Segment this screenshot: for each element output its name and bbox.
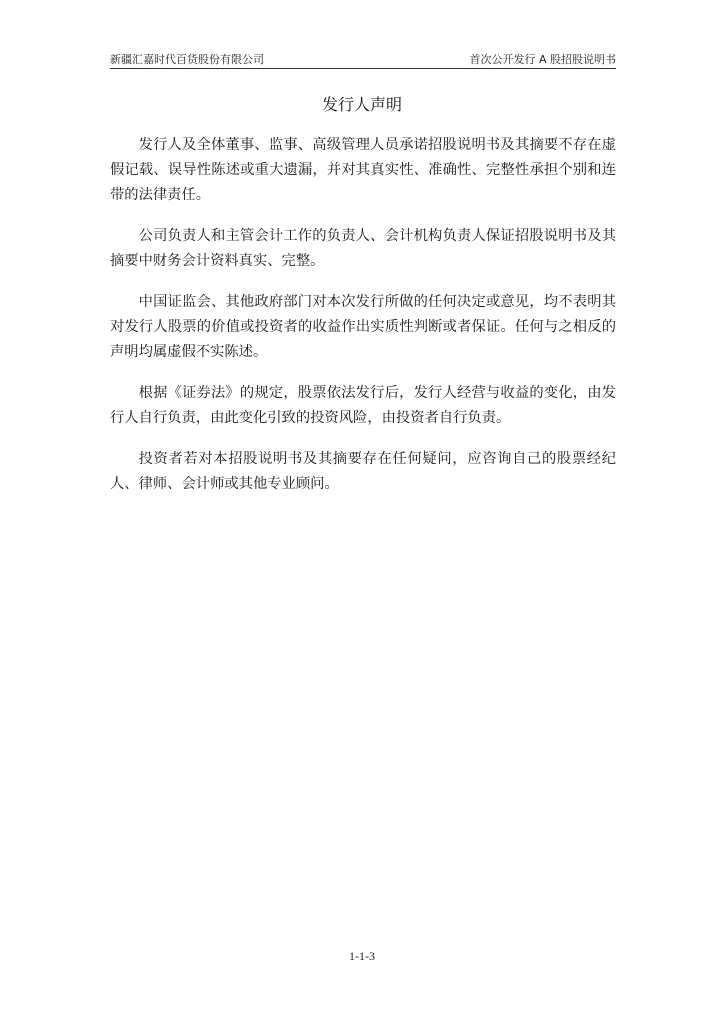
- statement-body: [110, 133, 616, 513]
- paragraph-5: 投资者若对本招股说明书及其摘要存在任何疑问，应咨询自己的股票经纪人、律师、会计师或其他专业顾问。: [110, 451, 616, 492]
- paragraph-4: 根据《证券法》的规定，股票依法发行后，发行人经营与收益的变化，由发行人自行负责，由此变化引致的投资风险，由投资者自行负责。: [110, 385, 616, 426]
- page-header: [110, 52, 616, 68]
- paragraph-3: 中国证监会、其他政府部门对本次发行所做的任何决定或意见，均不表明其对发行人股票的价值或投资者的收益作出实质性判断或者保证。任何与之相反的声明均属虚假不实陈述。: [110, 294, 616, 360]
- header-document-title: 首次公开发行 A 股招股说明书: [469, 53, 616, 66]
- paragraph-2: 公司负责人和主管会计工作的负责人、会计机构负责人保证招股说明书及其摘要中财务会计资料真实、完整。: [110, 228, 616, 269]
- header-divider: [110, 68, 616, 69]
- paragraph-1: 发行人及全体董事、监事、高级管理人员承诺招股说明书及其摘要不存在虚假记载、误导性陈述或重大遗漏，并对其真实性、准确性、完整性承担个别和连带的法律责任。: [110, 137, 616, 203]
- page-number: 1-1-3: [349, 949, 375, 963]
- header-company-name: 新疆汇嘉时代百货股份有限公司: [110, 53, 264, 66]
- page-title: 发行人声明: [321, 95, 402, 114]
